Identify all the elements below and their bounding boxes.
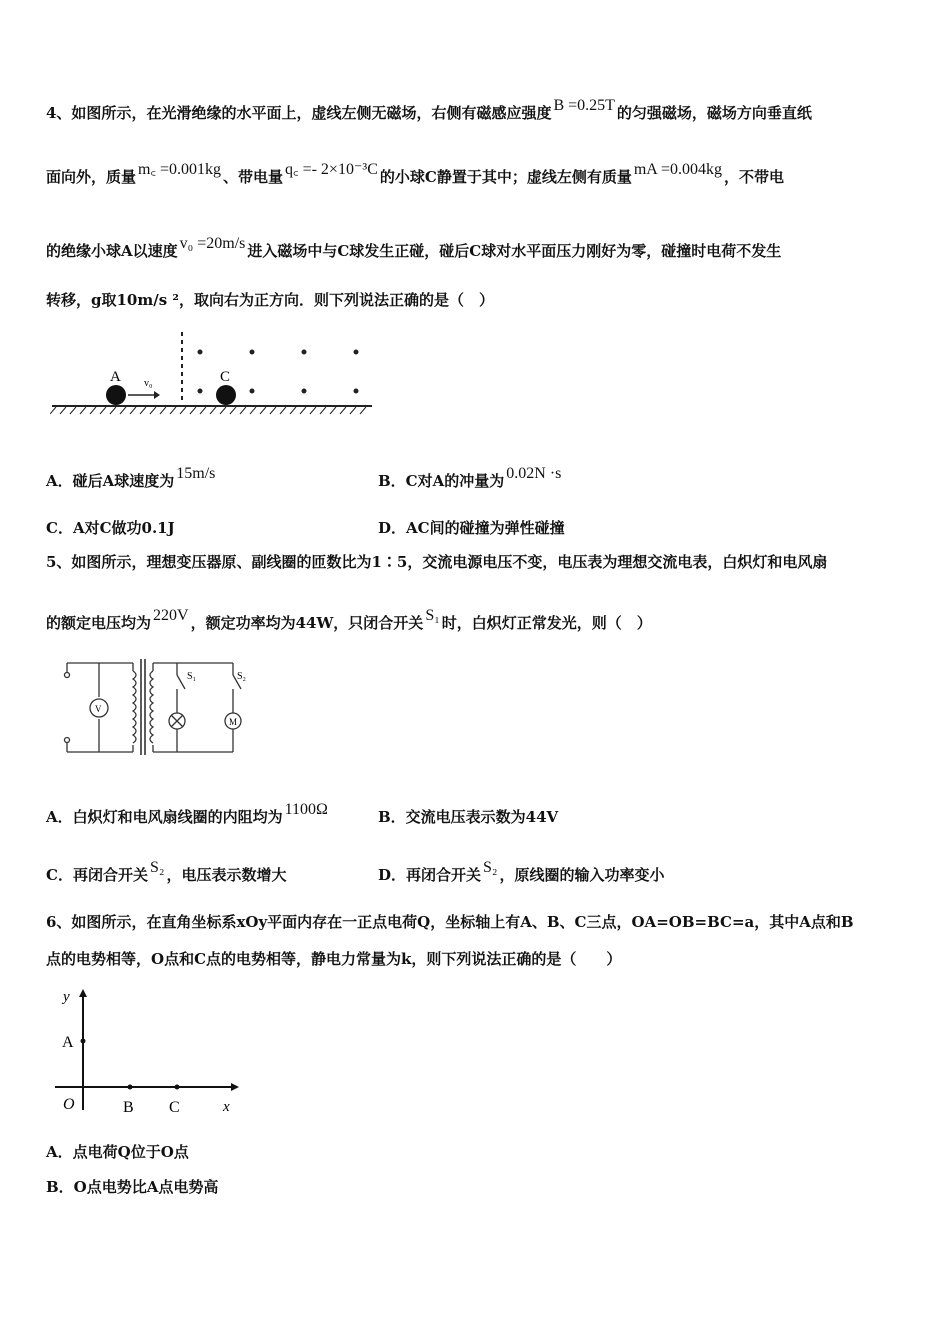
q5-option-c	[46, 859, 287, 885]
label-motor: M	[229, 717, 238, 727]
q6-figure	[55, 985, 245, 1120]
q4-line-3	[46, 235, 782, 261]
label-y: y	[63, 989, 70, 1005]
q5-math-s1: S₁	[425, 607, 440, 624]
q4-text-1a: 4、如图所示，在光滑绝缘的水平面上，虚线左侧无磁场，右侧有磁感应强度	[46, 104, 552, 122]
q4-line-1	[46, 97, 812, 123]
q5-option-a	[46, 801, 330, 827]
q6-option-b: B．O点电势比A点电势高	[46, 1178, 219, 1196]
q4-option-a	[46, 465, 217, 491]
q5-line-2	[46, 607, 652, 633]
q4-text-2a: 面向外，质量	[46, 168, 137, 186]
q4-text-2b: 、带电量	[223, 168, 284, 186]
q4-option-b-text: B．C对A的冲量为	[378, 472, 505, 490]
label-b: B	[123, 1099, 134, 1116]
q6-line-1: 6、如图所示，在直角坐标系xOy平面内存在一正点电荷Q，坐标轴上有A、B、C三点，OA=OB=BC=a，其中A点和B	[46, 913, 854, 931]
label-o: O	[63, 1096, 75, 1113]
ball-c	[216, 385, 236, 405]
arrow-head-icon	[154, 391, 160, 399]
label-x: x	[223, 1099, 230, 1115]
q4-math-mc: m꜀ =0.001kg	[138, 161, 222, 178]
terminal-top	[65, 673, 70, 678]
q4-option-a-text: A．碰后A球速度为	[46, 472, 175, 490]
point-c	[175, 1085, 180, 1090]
q4-option-d: D．AC间的碰撞为弹性碰撞	[378, 519, 565, 537]
q4-text-3b: 进入磁场中与C球发生正碰，碰后C球对水平面压力刚好为零，碰撞时电荷不发生	[247, 242, 782, 260]
q6-option-a: A．点电荷Q位于O点	[46, 1143, 189, 1161]
label-v0: v₀	[144, 378, 153, 389]
q4-text-3a: 的绝缘小球A以速度	[46, 242, 178, 260]
q5-option-d	[378, 859, 665, 885]
q5-option-d-text2: ，原线圈的输入功率变小	[499, 866, 665, 884]
label-c: C	[169, 1099, 180, 1116]
switch-s1	[177, 675, 185, 689]
ground-hatch	[50, 407, 366, 414]
q4-math-mA: mA =0.004kg	[633, 161, 722, 178]
q5-text-2a: 的额定电压均为	[46, 614, 152, 632]
point-b	[128, 1085, 133, 1090]
q4-math-v0: v₀ =20m/s	[179, 235, 246, 252]
q5-option-c-text2: ，电压表示数增大	[166, 866, 287, 884]
q4-option-b	[378, 465, 563, 491]
terminal-bottom	[65, 738, 70, 743]
q4-text-2d: ，不带电	[723, 168, 784, 186]
q5-figure	[55, 655, 255, 760]
q4-math-B: B =0.25T	[553, 97, 615, 114]
ball-a	[106, 385, 126, 405]
q4-line-4: 转移，g取10m/s ²，取向右为正方向．则下列说法正确的是（ ）	[46, 291, 494, 309]
q5-option-c-math: S₂	[149, 859, 165, 876]
q4-text-1b: 的匀强磁场，磁场方向垂直纸	[616, 104, 812, 122]
q4-option-b-math: 0.02N ·s	[506, 465, 562, 482]
secondary-coil	[150, 671, 153, 743]
q5-line-1: 5、如图所示，理想变压器原、副线圈的匝数比为1∶5，交流电源电压不变，电压表为理想交流电表，白炽灯和电风扇	[46, 553, 828, 571]
q4-text-2c: 的小球C静置于其中；虚线左侧有质量	[379, 168, 632, 186]
point-a	[81, 1039, 86, 1044]
y-axis-arrow-icon	[79, 989, 87, 997]
q5-math-220v: 220V	[153, 607, 189, 624]
x-axis-arrow-icon	[231, 1083, 239, 1091]
q4-figure	[50, 328, 380, 418]
label-ball-c: C	[220, 369, 231, 385]
q6-line-2: 点的电势相等，O点和C点的电势相等，静电力常量为k，则下列说法正确的是（ ）	[46, 950, 622, 968]
q4-option-a-math: 15m/s	[176, 465, 216, 482]
label-voltmeter: V	[95, 704, 102, 714]
q5-option-c-text: C．再闭合开关	[46, 866, 148, 884]
label-ball-a: A	[110, 369, 121, 385]
primary-coil	[133, 671, 136, 743]
q4-option-c: C．A对C做功0.1J	[46, 519, 175, 537]
q5-text-2c: 时，白炽灯正常发光，则（ ）	[441, 614, 652, 632]
label-s2: S₂	[237, 671, 247, 682]
label-s1: S₁	[187, 671, 197, 682]
q4-math-qc: q꜀ =- 2×10⁻³C	[285, 161, 378, 178]
q5-option-d-math: S₂	[483, 859, 498, 876]
q5-option-a-math: 1100Ω	[284, 801, 328, 818]
q5-option-a-text: A．白炽灯和电风扇线圈的内阻均为	[46, 808, 283, 826]
q4-line-2	[46, 161, 784, 187]
q5-option-b: B．交流电压表示数为44V	[378, 808, 559, 826]
q5-option-d-text: D．再闭合开关	[378, 866, 482, 884]
q5-text-2b: ，额定功率均为44W，只闭合开关	[190, 614, 424, 632]
label-a: A	[62, 1034, 74, 1051]
